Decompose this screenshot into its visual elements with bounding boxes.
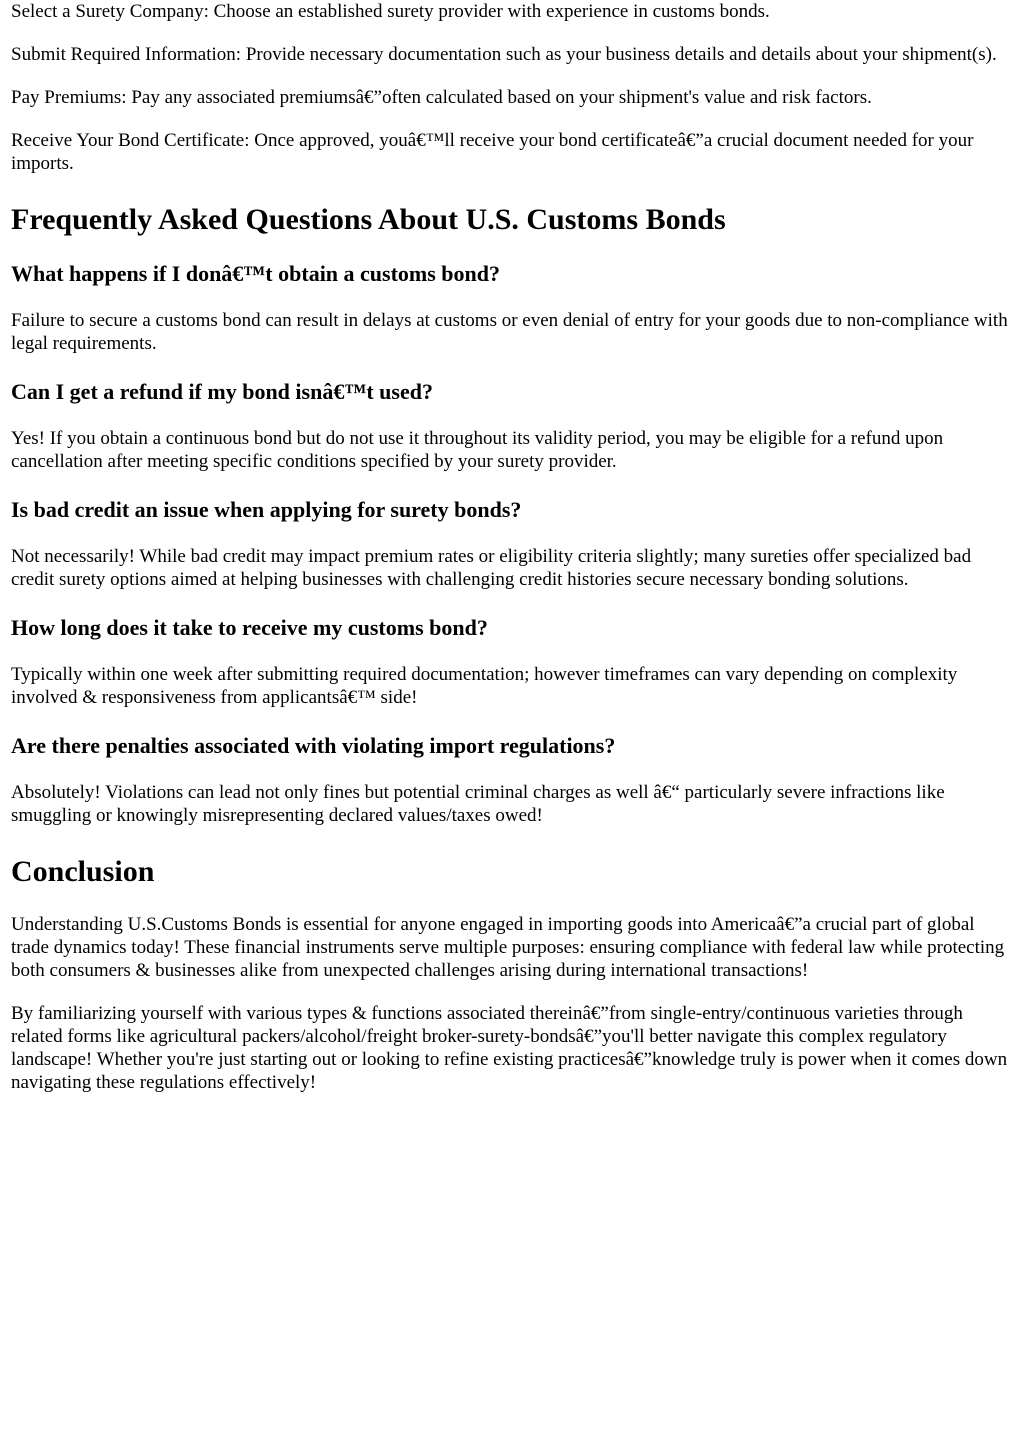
conclusion-heading: Conclusion: [11, 855, 155, 888]
faq-answer: Failure to secure a customs bond can result in delays at customs or even denial of entry for your goods due to non-compliance with legal requirements.: [11, 310, 1008, 354]
faq-answer: Yes! If you obtain a continuous bond but do not use it throughout its validity period, you may be eligible for a refund upon cancellation after meeting specific conditions specified by your surety provider.: [11, 428, 944, 472]
faq-question: Are there penalties associated with violating import regulations?: [11, 733, 616, 758]
faq-question: Is bad credit an issue when applying for surety bonds?: [11, 497, 522, 522]
conclusion-section: [8, 855, 1016, 1094]
steps-section: [8, 0, 1016, 175]
faq-question: Can I get a refund if my bond isnâ€™t used?: [11, 379, 433, 404]
faq-answer: Absolutely! Violations can lead not only fines but potential criminal charges as well â€“ particularly severe infractions like smuggling or knowingly misrepresenting declared values/taxes owed!: [11, 782, 945, 826]
faq-answer: Not necessarily! While bad credit may impact premium rates or eligibility criteria slightly; many sureties offer specialized bad credit surety options aimed at helping businesses with challenging credit histories secure necessary bonding solutions.: [11, 546, 972, 590]
conclusion-paragraph: By familiarizing yourself with various types & functions associated thereinâ€”from single-entry/continuous varieties through related forms like agricultural packers/alcohol/freight broker-surety-bondsâ€”you'll better navigate this complex regulatory landscape! Whether you're just starting out or looking to refine existing practicesâ€”knowledge truly is power when it comes down navigating these regulations effectively!: [11, 1003, 1008, 1093]
step-pay-premiums: Pay Premiums: Pay any associated premiumsâ€”often calculated based on your shipment's value and risk factors.: [11, 87, 872, 108]
faq-section: [8, 203, 1016, 827]
conclusion-paragraph: Understanding U.S.Customs Bonds is essential for anyone engaged in importing goods into Americaâ€”a crucial part of global trade dynamics today! These financial instruments serve multiple purposes: ensuring compliance with federal law while protecting both consumers & businesses alike from unexpected challenges arising during international transactions!: [11, 914, 1005, 981]
faq-question: What happens if I donâ€™t obtain a customs bond?: [11, 261, 501, 286]
step-submit-info: Submit Required Information: Provide necessary documentation such as your business details and details about your shipment(s).: [11, 44, 997, 65]
step-receive-certificate: Receive Your Bond Certificate: Once approved, youâ€™ll receive your bond certificateâ€”a crucial document needed for your imports.: [11, 130, 974, 174]
faq-heading: Frequently Asked Questions About U.S. Customs Bonds: [11, 203, 726, 236]
faq-answer: Typically within one week after submitting required documentation; however timeframes can vary depending on complexity involved & responsiveness from applicantsâ€™ side!: [11, 664, 958, 708]
step-select-surety: Select a Surety Company: Choose an established surety provider with experience in customs bonds.: [11, 1, 770, 22]
faq-question: How long does it take to receive my customs bond?: [11, 615, 488, 640]
